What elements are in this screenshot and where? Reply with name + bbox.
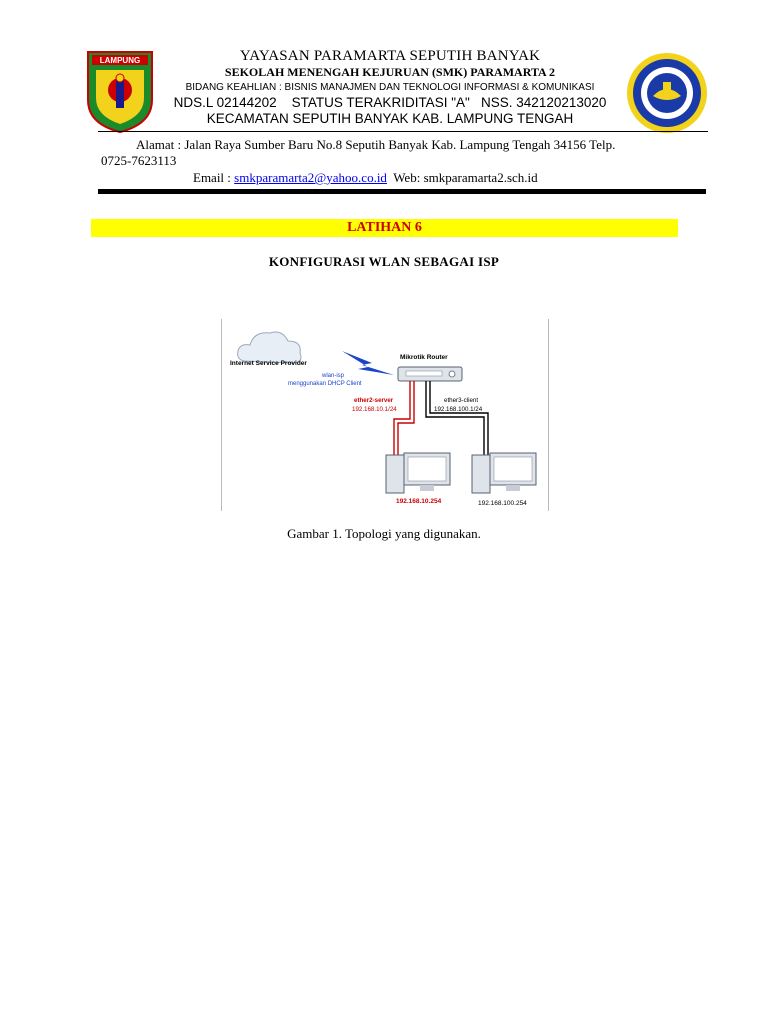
school-ids: NDS.L 02144202 STATUS TERAKRIDITASI "A" NSS. 342120213020 — [173, 95, 607, 110]
header-divider-thick — [98, 189, 706, 194]
client-pc-icon — [472, 453, 536, 493]
foundation-name: YAYASAN PARAMARTA SEPUTIH BANYAK — [239, 48, 541, 64]
web-text: Web: smkparamarta2.sch.id — [386, 170, 538, 185]
ether2-ip: 192.168.10.1/24 — [352, 406, 397, 413]
ether2-label: ether2-server — [354, 397, 394, 404]
email-label: Email : — [193, 170, 235, 185]
header-divider-thin — [98, 131, 708, 132]
wlan-desc: menggunakan DHCP Client — [288, 381, 362, 387]
ether3-ip: 192.168.100.1/24 — [434, 406, 483, 413]
school-name: SEKOLAH MENENGAH KEJURUAN (SMK) PARAMARTA 2 — [224, 65, 556, 79]
address-line-2: 0725-7623113 — [101, 153, 177, 168]
wireless-link-icon — [342, 351, 394, 375]
cloud-icon — [238, 332, 301, 363]
server-pc-icon — [386, 453, 450, 493]
address-line-1: Alamat : Jalan Raya Sumber Baru No.8 Seputih Banyak Kab. Lampung Tengah 34156 Telp. — [136, 137, 616, 152]
school-seal-logo — [626, 52, 708, 134]
exercise-label: LATIHAN 6 — [91, 219, 678, 237]
ether3-label: ether3-client — [444, 397, 479, 404]
ether3-cable — [426, 381, 488, 455]
figure-caption: Gambar 1. Topologi yang digunakan. — [287, 526, 481, 541]
lampung-emblem-logo — [86, 50, 154, 134]
pc1-ip: 192.168.10.254 — [396, 498, 442, 505]
email-link[interactable]: smkparamarta2@yahoo.co.id — [234, 170, 387, 185]
topology-figure — [221, 319, 549, 511]
router-label: Mikrotik Router — [400, 354, 448, 361]
contact-line — [193, 170, 538, 186]
ether2-cable — [394, 381, 414, 455]
district: KECAMATAN SEPUTIH BANYAK KAB. LAMPUNG TENGAH — [206, 111, 574, 126]
pc2-ip: 192.168.100.254 — [478, 500, 527, 507]
isp-label: Internet Service Provider — [230, 360, 307, 367]
router-icon — [398, 367, 462, 381]
exercise-title: KONFIGURASI WLAN SEBAGAI ISP — [268, 254, 500, 269]
svg-text:LAMPUNG: LAMPUNG — [99, 56, 141, 65]
wlan-label: wlan-isp — [322, 373, 345, 379]
field-of-expertise: BIDANG KEAHLIAN : BISNIS MANAJMEN DAN TEKNOLOGI INFORMASI & KOMUNIKASI — [185, 82, 595, 93]
